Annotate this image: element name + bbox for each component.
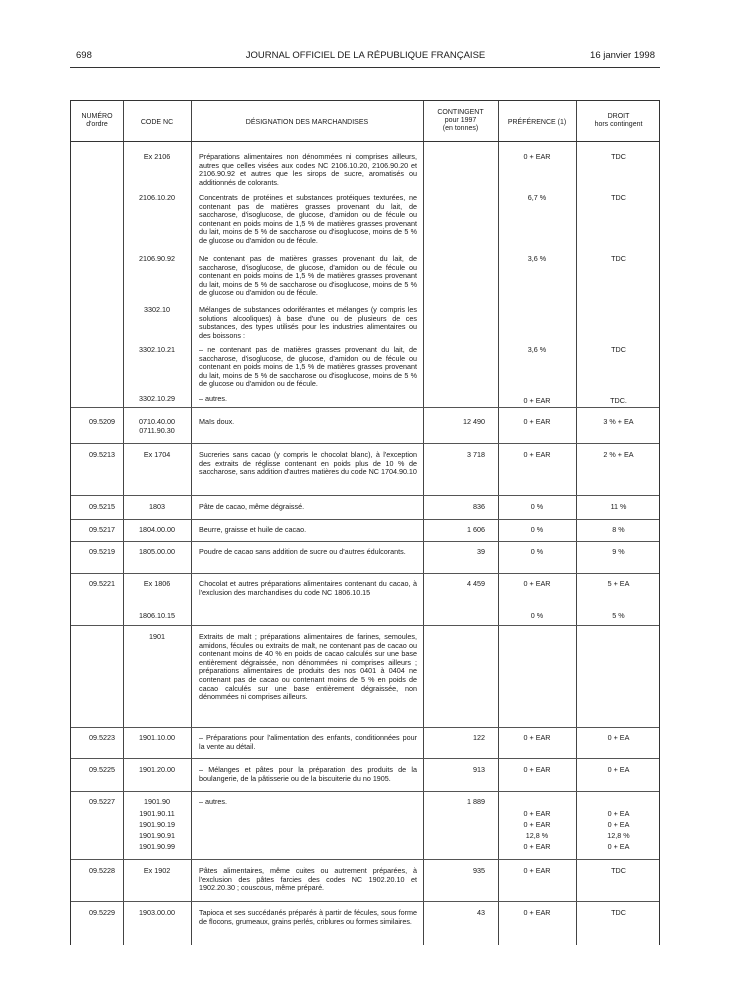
droit: TDC.: [610, 396, 627, 405]
droit: 3 % + EA: [603, 417, 634, 426]
column-divider: [498, 101, 499, 945]
droit: 5 + EA: [607, 579, 630, 588]
contingent: 836: [473, 502, 485, 511]
designation: Ne contenant pas de matières grasses provenant du lait, de saccharose, d'isoglucose, de glucose, d'amidon ou de fécule ou contenant en poids moins de 1,5 % de matières grasses provenant du lait, moins de 5 % de saccharose ou d'isoglucose, moins de 5 % de glucose ou d'amidon ou de fécule.: [199, 254, 417, 298]
droit: 8 %: [612, 525, 625, 534]
code-nc: Ex 1806: [143, 579, 171, 588]
code-nc: 3302.10.29: [139, 394, 175, 403]
column-divider: [123, 101, 124, 945]
row-divider: [71, 859, 659, 860]
droit: 11 %: [610, 502, 627, 511]
page-number: 698: [76, 50, 92, 61]
designation: Poudre de cacao sans addition de sucre ou d'autres édulcorants.: [199, 547, 406, 556]
preference: 6,7 %: [527, 193, 547, 202]
code-nc: 1805.00.00: [139, 547, 175, 556]
row-divider: [71, 758, 659, 759]
numero-ordre: 09.5228: [89, 866, 115, 875]
contingent: 935: [473, 866, 485, 875]
code-nc: 1901.10.00: [139, 733, 175, 742]
header-rule: [70, 67, 660, 68]
droit: 9 %: [612, 547, 625, 556]
preference: 3,6 %: [527, 345, 547, 354]
header-droit: DROIT hors contingent: [594, 113, 643, 128]
preference: 0 + EAR: [523, 417, 551, 426]
preference: 0 %: [530, 611, 544, 620]
code-nc: 3302.10: [144, 305, 170, 314]
numero-ordre: 09.5229: [89, 908, 115, 917]
header-numero: NUMÉRO d'ordre: [81, 113, 113, 128]
droit: 0 + EA: [607, 733, 630, 742]
code-nc: 1806.10.15: [139, 611, 175, 620]
designation: Chocolat et autres préparations alimentaires contenant du cacao, à l'exclusion des marchandises du code NC 1806.10.15: [199, 579, 417, 597]
preference: 0 %: [530, 547, 544, 556]
code-nc: 1901: [149, 632, 165, 641]
numero-ordre: 09.5223: [89, 733, 115, 742]
column-divider: [191, 101, 192, 945]
designation: – ne contenant pas de matières grasses provenant du lait, de saccharose, d'isoglucose, de glucose, d'amidon ou de fécule ou contenant en poids moins de 1,5 % de matières grasses provenant du lait, moins de 5 % de saccharose ou d'isoglucose, moins de 5 % de glucose ou d'amidon ou de fécule.: [199, 345, 417, 389]
code-nc: 1903.00.00: [139, 908, 175, 917]
designation: – autres.: [199, 394, 227, 403]
code-nc: Ex 2106: [143, 152, 171, 161]
droit: 0 + EA: [607, 765, 630, 774]
preference: 0 + EAR: [523, 579, 551, 588]
droit: 0 + EA 0 + EA 12,8 % 0 + EA: [607, 809, 630, 851]
code-nc: 0710.40.00 0711.90.30: [139, 417, 175, 435]
column-divider: [423, 101, 424, 945]
droit: TDC: [611, 254, 626, 263]
contingent: 913: [473, 765, 485, 774]
code-nc: Ex 1902: [143, 866, 171, 875]
designation: Sucreries sans cacao (y compris le chocolat blanc), à l'exception des extraits de réglisse contenant en poids plus de 10 % de saccharose, sans addition d'autres matières du code NC 1704.90.10: [199, 450, 417, 477]
designation: – Mélanges et pâtes pour la préparation des produits de la boulangerie, de la pâtisserie ou de la biscuiterie du no 1905.: [199, 765, 417, 783]
numero-ordre: 09.5219: [89, 547, 115, 556]
preference: 0 + EAR: [523, 450, 551, 459]
designation: – autres.: [199, 797, 227, 806]
droit: TDC: [611, 345, 626, 354]
code-nc: 3302.10.21: [139, 345, 175, 354]
contingent: 1 606: [467, 525, 485, 534]
preference: 0 + EAR: [523, 866, 551, 875]
header-divider: [71, 141, 659, 142]
preference: 0 %: [530, 525, 544, 534]
preference: 0 + EAR: [523, 152, 551, 161]
designation: Préparations alimentaires non dénommées ni comprises ailleurs, autres que celles visées aux codes NC 2106.10.20, 2106.90.20 et 2106.90.92 et autres que les sirops de sucre, aromatisés ou additionnés de colorants.: [199, 152, 417, 187]
designation: Concentrats de protéines et substances protéiques texturées, ne contenant pas de matières grasses provenant du lait, de saccharose, d'isoglucose, de glucose, d'amidon ou de fécule ou contenant en poids moins de 1,5 % de matières grasses provenant du lait, moins de 5 % de saccharose ou d'isoglucose, moins de 5 % de glucose ou d'amidon ou de fécule.: [199, 193, 417, 245]
contingent: 3 718: [467, 450, 485, 459]
preference: 0 + EAR 0 + EAR 12,8 % 0 + EAR: [523, 809, 551, 851]
row-divider: [71, 519, 659, 520]
droit: TDC: [611, 908, 626, 917]
designation: Extraits de malt ; préparations alimentaires de farines, semoules, amidons, fécules ou extraits de malt, ne contenant pas de cacao ou contenant moins de 40 % en poids de cacao calculés sur une base entièrement dégraissée, non dénommées ni comprises ailleurs ; préparations alimentaires de produits des nos 0401 à 0404 ne contenant pas de cacao ou contenant moins de 5 % en poids de cacao calculés sur une base entièrement dégraissée, non dénommées ni comprises ailleurs.: [199, 632, 417, 702]
row-divider: [71, 495, 659, 496]
row-divider: [71, 443, 659, 444]
column-divider: [576, 101, 577, 945]
preference: 0 %: [530, 502, 544, 511]
code-nc: 1803: [149, 502, 165, 511]
code-nc: Ex 1704: [143, 450, 171, 459]
droit: 5 %: [612, 611, 625, 620]
designation: – Préparations pour l'alimentation des enfants, conditionnées pour la vente au détail.: [199, 733, 417, 751]
droit: TDC: [611, 193, 626, 202]
row-divider: [71, 541, 659, 542]
designation: Tapioca et ses succédanés préparés à partir de fécules, sous forme de flocons, grumeaux, grains perlés, criblures ou formes similaires.: [199, 908, 417, 926]
code-nc: 2106.10.20: [139, 193, 175, 202]
designation: Maïs doux.: [199, 417, 235, 426]
numero-ordre: 09.5213: [89, 450, 115, 459]
row-divider: [71, 625, 659, 626]
numero-ordre: 09.5209: [89, 417, 115, 426]
row-divider: [71, 791, 659, 792]
designation: Beurre, graisse et huile de cacao.: [199, 525, 307, 534]
tariff-table: [70, 100, 660, 945]
preference: 0 + EAR: [523, 765, 551, 774]
contingent: 43: [477, 908, 485, 917]
header-contingent: CONTINGENT pour 1997 (en tonnes): [437, 109, 484, 132]
droit: 2 % + EA: [603, 450, 634, 459]
contingent: 122: [473, 733, 485, 742]
header-designation: DÉSIGNATION DES MARCHANDISES: [245, 119, 369, 126]
contingent: 12 490: [463, 417, 485, 426]
row-divider: [71, 573, 659, 574]
preference: 0 + EAR: [523, 908, 551, 917]
droit: TDC: [611, 152, 626, 161]
droit: TDC: [611, 866, 626, 875]
row-divider: [71, 901, 659, 902]
contingent: 39: [477, 547, 485, 556]
designation: Mélanges de substances odoriférantes et mélanges (y compris les solutions alcooliques) à base d'une ou de plusieurs de ces substances, des types utilisés pour les industries alimentaires ou des boissons :: [199, 305, 417, 340]
preference: 0 + EAR: [523, 733, 551, 742]
contingent: 4 459: [467, 579, 485, 588]
numero-ordre: 09.5217: [89, 525, 115, 534]
header-code-nc: CODE NC: [140, 119, 174, 126]
numero-ordre: 09.5215: [89, 502, 115, 511]
journal-title: JOURNAL OFFICIEL DE LA RÉPUBLIQUE FRANÇAISE: [245, 50, 486, 61]
designation: Pâte de cacao, même dégraissé.: [199, 502, 305, 511]
numero-ordre: 09.5227: [89, 797, 115, 806]
code-nc: 1804.00.00: [139, 525, 175, 534]
preference: 0 + EAR: [523, 396, 551, 405]
numero-ordre: 09.5225: [89, 765, 115, 774]
designation: Pâtes alimentaires, même cuites ou autrement préparées, à l'exclusion des pâtes farcies des codes NC 1902.20.10 et 1902.20.30 ; couscous, même préparé.: [199, 866, 417, 893]
header-preference: PRÉFÉRENCE (1): [507, 119, 567, 126]
publication-date: 16 janvier 1998: [590, 50, 655, 61]
contingent: 1 889: [467, 797, 485, 806]
code-nc: 1901.90 1901.90.11 1901.90.19 1901.90.91 1901.90.99: [139, 797, 175, 851]
code-nc: 2106.90.92: [139, 254, 175, 263]
row-divider: [71, 407, 659, 408]
numero-ordre: 09.5221: [89, 579, 115, 588]
row-divider: [71, 727, 659, 728]
preference: 3,6 %: [527, 254, 547, 263]
code-nc: 1901.20.00: [139, 765, 175, 774]
